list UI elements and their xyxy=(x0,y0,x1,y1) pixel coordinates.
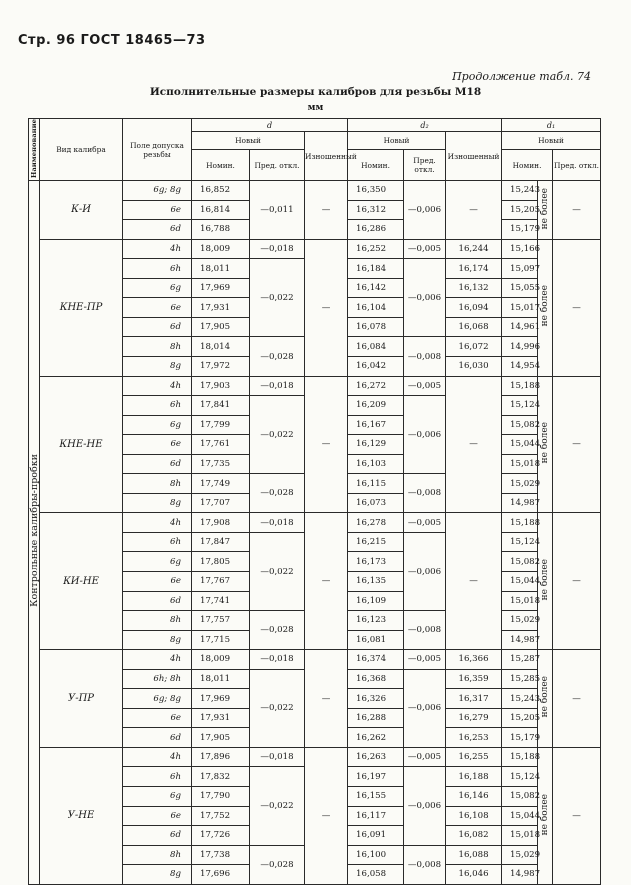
d1-nominal: 15,179 xyxy=(502,220,538,240)
tolerance-field: 6e xyxy=(123,200,192,220)
d2-deviation: —0,006 xyxy=(404,181,446,240)
tolerance-field: 6h xyxy=(123,259,192,279)
header-d2-iznosh: Изношенный xyxy=(446,132,502,181)
d2-nominal: 16,058 xyxy=(348,865,404,885)
d-nominal: 17,832 xyxy=(192,767,250,787)
d2-nominal: 16,084 xyxy=(348,337,404,357)
d-nominal: 17,905 xyxy=(192,317,250,337)
d2-worn: 16,359 xyxy=(446,669,502,689)
gauge-type-5: У-НЕ xyxy=(40,747,123,884)
tolerance-field: 6h xyxy=(123,767,192,787)
d2-worn: 16,317 xyxy=(446,689,502,709)
d-nominal: 17,905 xyxy=(192,728,250,748)
header-d1-pred: Пред. откл. xyxy=(553,150,601,181)
d-worn: — xyxy=(305,650,348,748)
d2-worn: 16,094 xyxy=(446,298,502,318)
d2-worn: 16,088 xyxy=(446,845,502,865)
gauge-type-3: КИ-НЕ xyxy=(40,513,123,650)
d2-nominal: 16,100 xyxy=(348,845,404,865)
header-d2: d₂ xyxy=(348,119,502,132)
d1-nominal: 15,285 xyxy=(502,669,538,689)
d1-deviation: — xyxy=(553,376,601,513)
d-deviation: —0,028 xyxy=(250,474,305,513)
d1-nominal: 15,017 xyxy=(502,298,538,318)
d2-deviation: —0,006 xyxy=(404,767,446,845)
tolerance-field: 6d xyxy=(123,728,192,748)
d2-nominal: 16,278 xyxy=(348,513,404,533)
header-d: d xyxy=(192,119,348,132)
group-label-cell xyxy=(29,181,40,885)
d2-nominal: 16,184 xyxy=(348,259,404,279)
d1-nominal: 15,029 xyxy=(502,845,538,865)
d2-deviation: —0,005 xyxy=(404,239,446,259)
d2-nominal: 16,209 xyxy=(348,396,404,416)
d-nominal: 17,908 xyxy=(192,513,250,533)
d-nominal: 16,852 xyxy=(192,181,250,201)
tolerance-field: 6d xyxy=(123,591,192,611)
ne-bolee-label: не более xyxy=(540,559,551,601)
d1-nominal: 15,166 xyxy=(502,239,538,259)
d-nominal: 18,009 xyxy=(192,239,250,259)
header-d-iznosh: Изношенный xyxy=(305,132,348,181)
d2-nominal: 16,129 xyxy=(348,435,404,455)
d1-nominal: 15,124 xyxy=(502,767,538,787)
d2-worn: — xyxy=(446,513,502,650)
d2-nominal: 16,109 xyxy=(348,591,404,611)
d2-deviation: —0,006 xyxy=(404,396,446,474)
table-row xyxy=(29,513,601,533)
d2-worn: 16,253 xyxy=(446,728,502,748)
d-worn: — xyxy=(305,181,348,240)
d1-nominal: 15,124 xyxy=(502,532,538,552)
unit-label: мм xyxy=(307,103,324,113)
tolerance-field: 6g xyxy=(123,552,192,572)
d2-nominal: 16,262 xyxy=(348,728,404,748)
header-vid-kalibra: Вид калибра xyxy=(40,119,123,181)
table-row xyxy=(29,376,601,396)
d2-deviation: —0,006 xyxy=(404,532,446,610)
d2-nominal: 16,215 xyxy=(348,532,404,552)
d2-worn: 16,146 xyxy=(446,787,502,807)
tolerance-field: 6d xyxy=(123,826,192,846)
tolerance-field: 8h xyxy=(123,611,192,631)
tolerance-field: 8g xyxy=(123,493,192,513)
tolerance-field: 6e xyxy=(123,708,192,728)
d1-nominal: 15,029 xyxy=(502,474,538,494)
d2-worn: 16,188 xyxy=(446,767,502,787)
d-nominal: 17,715 xyxy=(192,630,250,650)
d1-nominal: 15,287 xyxy=(502,650,538,670)
d2-nominal: 16,263 xyxy=(348,747,404,767)
ne-bolee-cell xyxy=(538,513,553,650)
d-nominal: 17,735 xyxy=(192,454,250,474)
tolerance-field: 6e xyxy=(123,806,192,826)
d-deviation: —0,022 xyxy=(250,259,305,337)
ne-bolee-label: не более xyxy=(540,422,551,464)
d-deviation: —0,022 xyxy=(250,669,305,747)
d1-deviation: — xyxy=(553,181,601,240)
d-nominal: 18,011 xyxy=(192,259,250,279)
tolerance-field: 6d xyxy=(123,454,192,474)
ne-bolee-label: не более xyxy=(540,793,551,836)
d1-nominal: 15,018 xyxy=(502,826,538,846)
d-deviation: —0,011 xyxy=(250,181,305,240)
tolerance-field: 6g xyxy=(123,278,192,298)
d-worn: — xyxy=(305,239,348,376)
d2-worn: 16,255 xyxy=(446,747,502,767)
gauge-type-0: К-И xyxy=(40,181,123,240)
d-deviation: —0,018 xyxy=(250,513,305,533)
d1-nominal: 15,097 xyxy=(502,259,538,279)
d-nominal: 17,969 xyxy=(192,689,250,709)
d2-nominal: 16,115 xyxy=(348,474,404,494)
d-nominal: 17,761 xyxy=(192,435,250,455)
tolerance-field: 6g; 8g xyxy=(123,181,192,201)
d2-nominal: 16,252 xyxy=(348,239,404,259)
d-nominal: 16,814 xyxy=(192,200,250,220)
d-deviation: —0,018 xyxy=(250,650,305,670)
header-d2-novyi: Новый xyxy=(348,132,446,150)
d-nominal: 17,749 xyxy=(192,474,250,494)
d1-nominal: 15,243 xyxy=(502,689,538,709)
table-row xyxy=(29,747,601,767)
tolerance-field: 8h xyxy=(123,337,192,357)
d2-deviation: —0,005 xyxy=(404,513,446,533)
d-nominal: 17,726 xyxy=(192,826,250,846)
d2-deviation: —0,006 xyxy=(404,259,446,337)
d2-deviation: —0,005 xyxy=(404,376,446,396)
ne-bolee-label: не более xyxy=(540,285,551,327)
d1-deviation: — xyxy=(553,513,601,650)
tolerance-field: 4h xyxy=(123,650,192,670)
tolerance-field: 6h xyxy=(123,532,192,552)
d-nominal: 17,841 xyxy=(192,396,250,416)
d2-worn: 16,068 xyxy=(446,317,502,337)
d2-deviation: —0,008 xyxy=(404,611,446,650)
d-nominal: 17,799 xyxy=(192,415,250,435)
d1-nominal: 15,124 xyxy=(502,396,538,416)
d-deviation: —0,028 xyxy=(250,337,305,376)
d1-nominal: 15,044 xyxy=(502,806,538,826)
tolerance-field: 8g xyxy=(123,357,192,377)
d2-nominal: 16,173 xyxy=(348,552,404,572)
d-nominal: 17,847 xyxy=(192,532,250,552)
table-row xyxy=(29,239,601,259)
d1-nominal: 15,205 xyxy=(502,708,538,728)
d2-worn: 16,072 xyxy=(446,337,502,357)
d2-worn: 16,244 xyxy=(446,239,502,259)
d-nominal: 17,896 xyxy=(192,747,250,767)
d2-worn: — xyxy=(446,376,502,513)
d2-nominal: 16,368 xyxy=(348,669,404,689)
d1-nominal: 15,082 xyxy=(502,415,538,435)
header-d-nomin: Номин. xyxy=(192,150,250,181)
ne-bolee-cell xyxy=(538,239,553,376)
tolerance-field: 6g xyxy=(123,415,192,435)
tolerance-field: 6g xyxy=(123,787,192,807)
d1-nominal: 14,996 xyxy=(502,337,538,357)
d2-nominal: 16,197 xyxy=(348,767,404,787)
d1-nominal: 15,082 xyxy=(502,552,538,572)
tolerance-field: 6e xyxy=(123,298,192,318)
d2-worn: 16,082 xyxy=(446,826,502,846)
d1-nominal: 15,018 xyxy=(502,454,538,474)
d-nominal: 16,788 xyxy=(192,220,250,240)
d2-nominal: 16,135 xyxy=(348,572,404,592)
header-pole-dopuska: Поле допуска резьбы xyxy=(123,119,192,181)
d-deviation: —0,018 xyxy=(250,376,305,396)
d2-nominal: 16,272 xyxy=(348,376,404,396)
d2-nominal: 16,167 xyxy=(348,415,404,435)
header-d1-nomin: Номин. xyxy=(502,150,553,181)
tolerance-field: 6h; 8h xyxy=(123,669,192,689)
d1-nominal: 15,179 xyxy=(502,728,538,748)
tolerance-field: 8h xyxy=(123,845,192,865)
header-d2-nomin: Номин. xyxy=(348,150,404,181)
tolerance-field: 6e xyxy=(123,572,192,592)
d-nominal: 18,011 xyxy=(192,669,250,689)
ne-bolee-cell xyxy=(538,376,553,513)
d2-worn: 16,174 xyxy=(446,259,502,279)
d-worn: — xyxy=(305,513,348,650)
d-nominal: 17,738 xyxy=(192,845,250,865)
d1-nominal: 15,082 xyxy=(502,787,538,807)
ne-bolee-label: не более xyxy=(540,676,551,718)
d-nominal: 17,741 xyxy=(192,591,250,611)
tolerance-field: 6g; 8g xyxy=(123,689,192,709)
d1-nominal: 15,243 xyxy=(502,181,538,201)
d-deviation: —0,028 xyxy=(250,611,305,650)
d2-worn: 16,279 xyxy=(446,708,502,728)
d2-nominal: 16,081 xyxy=(348,630,404,650)
d-deviation: —0,018 xyxy=(250,747,305,767)
d2-deviation: —0,008 xyxy=(404,337,446,376)
group-label: Контрольные калибры-пробки xyxy=(29,454,40,608)
d2-nominal: 16,104 xyxy=(348,298,404,318)
d1-deviation: — xyxy=(553,747,601,884)
d1-nominal: 15,044 xyxy=(502,435,538,455)
d-deviation: —0,022 xyxy=(250,396,305,474)
tolerance-field: 8h xyxy=(123,474,192,494)
d2-nominal: 16,117 xyxy=(348,806,404,826)
d-nominal: 17,931 xyxy=(192,708,250,728)
d-nominal: 17,969 xyxy=(192,278,250,298)
tolerance-field: 4h xyxy=(123,239,192,259)
tolerance-field: 4h xyxy=(123,747,192,767)
d-nominal: 17,805 xyxy=(192,552,250,572)
d2-nominal: 16,350 xyxy=(348,181,404,201)
continuation-note: Продолжение табл. 74 xyxy=(452,70,591,83)
d2-deviation: —0,005 xyxy=(404,747,446,767)
d2-deviation: —0,008 xyxy=(404,845,446,884)
tolerance-field: 6e xyxy=(123,435,192,455)
header-d2-pred: Пред. откл. xyxy=(404,150,446,181)
tolerance-field: 6d xyxy=(123,220,192,240)
d-nominal: 17,790 xyxy=(192,787,250,807)
d-nominal: 17,767 xyxy=(192,572,250,592)
d-nominal: 17,757 xyxy=(192,611,250,631)
d1-nominal: 15,018 xyxy=(502,591,538,611)
d-deviation: —0,028 xyxy=(250,845,305,884)
d1-nominal: 14,987 xyxy=(502,865,538,885)
d1-nominal: 15,029 xyxy=(502,611,538,631)
d2-deviation: —0,008 xyxy=(404,474,446,513)
tolerance-field: 8g xyxy=(123,630,192,650)
header-d-pred: Пред. откл. xyxy=(250,150,305,181)
ne-bolee-cell xyxy=(538,747,553,884)
d1-nominal: 14,954 xyxy=(502,357,538,377)
tolerance-field: 6h xyxy=(123,396,192,416)
d2-nominal: 16,042 xyxy=(348,357,404,377)
d2-worn: 16,030 xyxy=(446,357,502,377)
d-nominal: 17,903 xyxy=(192,376,250,396)
d1-nominal: 15,205 xyxy=(502,200,538,220)
d2-nominal: 16,091 xyxy=(348,826,404,846)
d-worn: — xyxy=(305,376,348,513)
d2-nominal: 16,123 xyxy=(348,611,404,631)
d1-nominal: 14,987 xyxy=(502,630,538,650)
d1-deviation: — xyxy=(553,239,601,376)
d2-nominal: 16,142 xyxy=(348,278,404,298)
d2-deviation: —0,006 xyxy=(404,669,446,747)
d-nominal: 17,752 xyxy=(192,806,250,826)
tolerance-field: 4h xyxy=(123,513,192,533)
page-header: Стр. 96 ГОСТ 18465—73 xyxy=(18,33,206,48)
table-title: Исполнительные размеры калибров для резьбы М18 xyxy=(149,86,482,98)
d2-nominal: 16,078 xyxy=(348,317,404,337)
d-nominal: 17,696 xyxy=(192,865,250,885)
table-row xyxy=(29,181,601,201)
d1-nominal: 14,961 xyxy=(502,317,538,337)
tolerance-field: 6d xyxy=(123,317,192,337)
d2-deviation: —0,005 xyxy=(404,650,446,670)
gauge-dimensions-table xyxy=(28,118,601,885)
header-d1-novyi: Новый xyxy=(502,132,601,150)
gauge-type-4: У-ПР xyxy=(40,650,123,748)
d2-worn: 16,132 xyxy=(446,278,502,298)
tolerance-field: 4h xyxy=(123,376,192,396)
d1-nominal: 15,055 xyxy=(502,278,538,298)
ne-bolee-label: не более xyxy=(540,187,551,230)
d2-nominal: 16,073 xyxy=(348,493,404,513)
d2-worn: 16,366 xyxy=(446,650,502,670)
header-d-novyi: Новый xyxy=(192,132,305,150)
d2-worn: 16,046 xyxy=(446,865,502,885)
d2-nominal: 16,374 xyxy=(348,650,404,670)
d-deviation: —0,022 xyxy=(250,532,305,610)
d-nominal: 17,972 xyxy=(192,357,250,377)
d-worn: — xyxy=(305,747,348,884)
d-nominal: 17,931 xyxy=(192,298,250,318)
d1-nominal: 15,044 xyxy=(502,572,538,592)
header-naimenovanie: Наименование xyxy=(29,119,40,181)
gauge-type-1: КНЕ-ПР xyxy=(40,239,123,376)
d2-nominal: 16,288 xyxy=(348,708,404,728)
d1-deviation: — xyxy=(553,650,601,748)
table-row xyxy=(29,650,601,670)
d1-nominal: 14,987 xyxy=(502,493,538,513)
d2-worn: — xyxy=(446,181,502,240)
d2-nominal: 16,103 xyxy=(348,454,404,474)
d2-worn: 16,108 xyxy=(446,806,502,826)
d-nominal: 17,707 xyxy=(192,493,250,513)
d1-nominal: 15,188 xyxy=(502,747,538,767)
table-body xyxy=(29,181,601,885)
d2-nominal: 16,326 xyxy=(348,689,404,709)
d2-nominal: 16,155 xyxy=(348,787,404,807)
gauge-type-2: КНЕ-НЕ xyxy=(40,376,123,513)
header-d1: d₁ xyxy=(502,119,601,132)
d-deviation: —0,018 xyxy=(250,239,305,259)
d-deviation: —0,022 xyxy=(250,767,305,845)
d2-nominal: 16,312 xyxy=(348,200,404,220)
d2-nominal: 16,286 xyxy=(348,220,404,240)
d1-nominal: 15,188 xyxy=(502,513,538,533)
d-nominal: 18,009 xyxy=(192,650,250,670)
tolerance-field: 8g xyxy=(123,865,192,885)
d1-nominal: 15,188 xyxy=(502,376,538,396)
d-nominal: 18,014 xyxy=(192,337,250,357)
